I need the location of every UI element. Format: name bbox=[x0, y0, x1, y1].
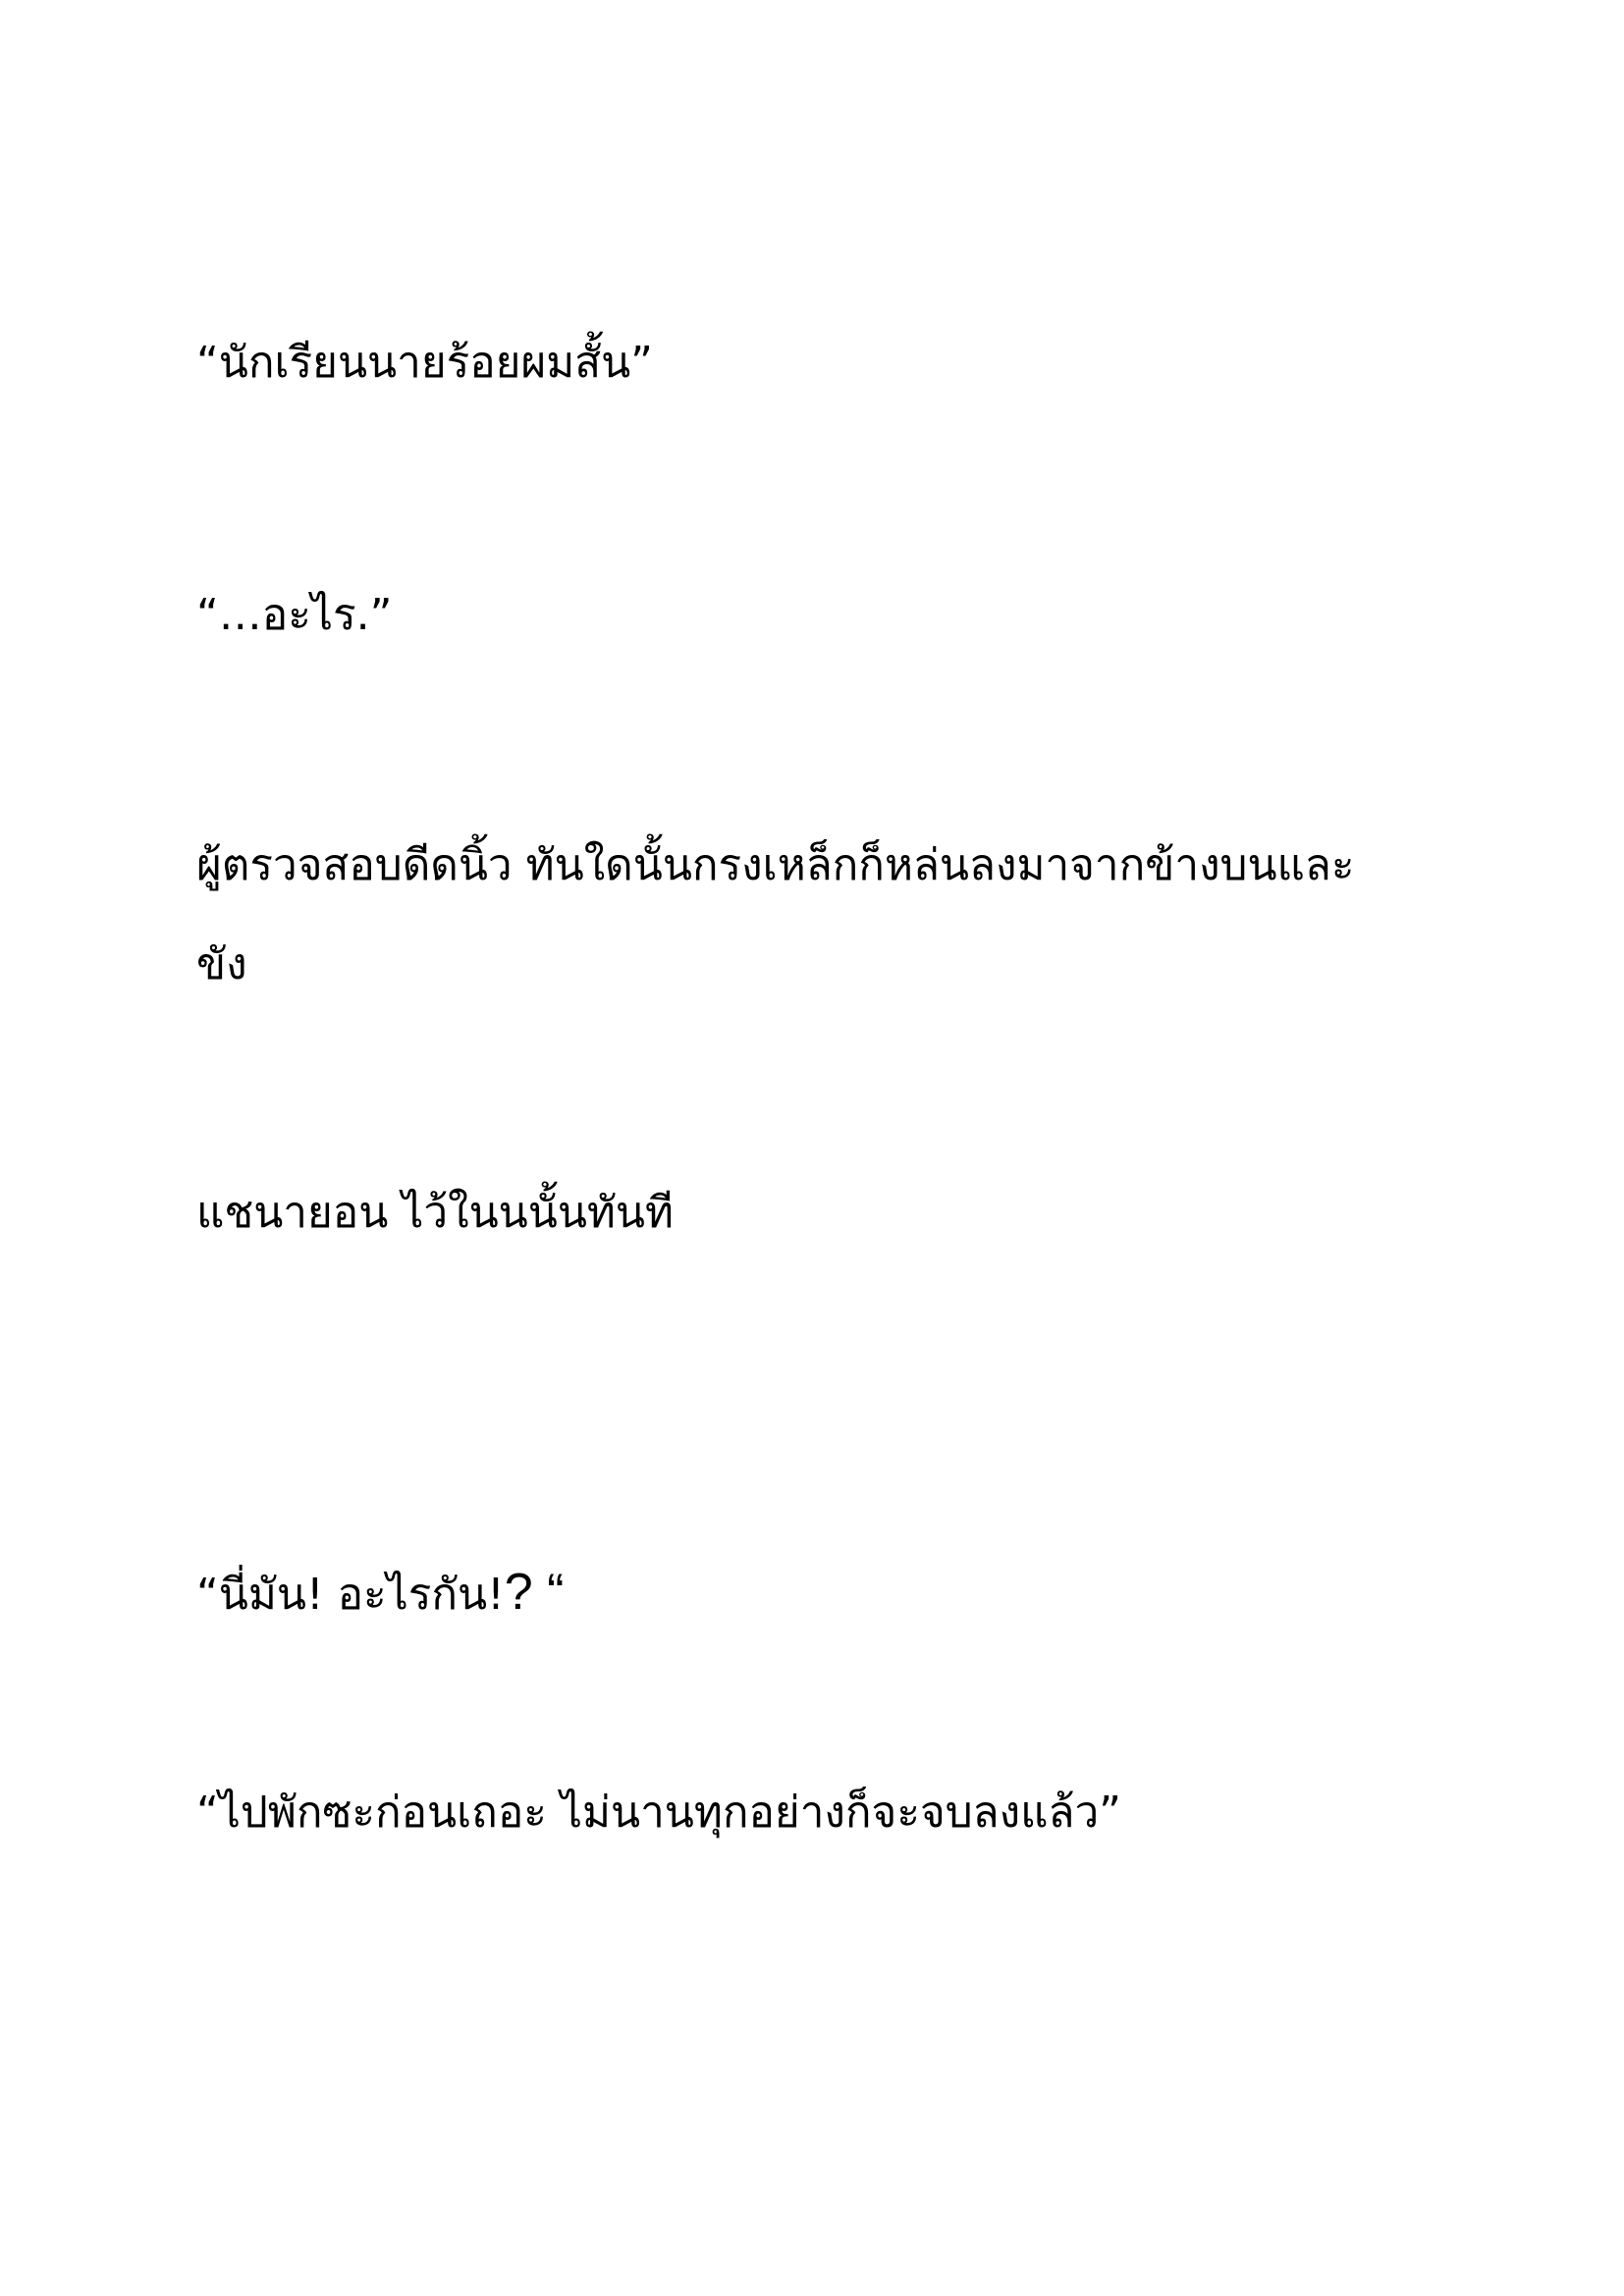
paragraph-what-is-this bbox=[196, 1561, 564, 1627]
paragraph-what: “…อะไร.” bbox=[196, 590, 393, 640]
paragraph-trapped: แชนายอน ไว้ในนนั้นทันที bbox=[196, 1188, 674, 1238]
paragraph-rest-now: “ไปพักซะก่อนเถอะ ไม่นานทุกอย่างก็จะจบลงแล้ว” bbox=[196, 1788, 1121, 1838]
paragraph-examiner-snaps: ผู้ตรวจสอบดีดนิ้ว ทันใดนั้นกรงเหล็กก็หล่นลงมาจากข้างบนและ bbox=[196, 840, 1355, 890]
paragraph-cadet-short-hair: “นักเรียนนายร้อยผมสั้น” bbox=[196, 338, 653, 388]
exclaim-tail: ? “ bbox=[504, 1564, 565, 1621]
paragraph-examiner-snaps-continued: ขัง bbox=[196, 939, 247, 989]
exclaim-text: “นี่มัน! อะไรกัน! bbox=[196, 1570, 505, 1620]
